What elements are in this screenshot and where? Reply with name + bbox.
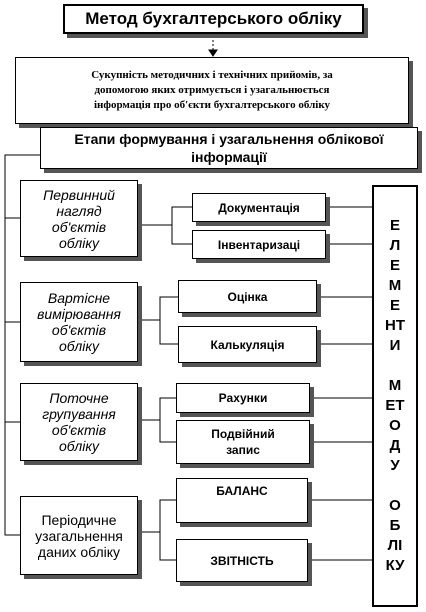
group-2-bracket bbox=[160, 297, 178, 344]
stage-line: нагляд bbox=[56, 202, 102, 219]
element-label: Документація bbox=[218, 200, 300, 215]
element-label: Оцінка bbox=[227, 289, 268, 304]
method-description bbox=[15, 57, 409, 124]
stage-line: даних обліку bbox=[37, 543, 121, 560]
stage-line: обліку bbox=[59, 338, 99, 354]
element-label: Інвентаризаці bbox=[217, 237, 301, 252]
stage-line: обліку bbox=[59, 438, 99, 454]
elements-word-2: МЕТОДУ bbox=[385, 377, 405, 474]
stage-line: вимірювання bbox=[37, 306, 121, 322]
element-double-entry bbox=[176, 420, 310, 464]
element-reporting bbox=[176, 539, 308, 582]
stage-line: об'єктів bbox=[51, 218, 107, 235]
diagram-title-text: Метод бухгалтерського обліку bbox=[85, 9, 342, 28]
description-line-1: Сукупність методичних і технічних прийомів, за bbox=[91, 69, 333, 81]
stage-label bbox=[35, 512, 123, 560]
stage-primary-observation bbox=[20, 180, 138, 257]
stages-heading bbox=[40, 127, 418, 169]
element-valuation bbox=[178, 280, 317, 313]
element-balance bbox=[176, 478, 308, 523]
group-1-bracket bbox=[172, 207, 192, 244]
element-costing bbox=[178, 326, 317, 363]
stage-label bbox=[42, 390, 116, 454]
stages-line-2: інформації bbox=[191, 149, 267, 165]
stage-line: об'єктів bbox=[51, 322, 107, 338]
arrow-down-icon bbox=[209, 50, 217, 56]
diagram-title bbox=[63, 4, 364, 34]
method-elements-label bbox=[385, 216, 405, 576]
stage-label bbox=[37, 290, 121, 354]
stage-line: обліку bbox=[59, 234, 99, 251]
element-label: Рахунки bbox=[218, 391, 268, 405]
stage-line: узагальнення bbox=[35, 527, 123, 544]
stage-line: Поточне bbox=[49, 390, 109, 406]
element-label: БАЛАНС bbox=[216, 484, 268, 498]
element-label: Калькуляція bbox=[210, 337, 285, 352]
description-line-3: інформація про об'єкти бухгалтерського обліку bbox=[93, 99, 331, 111]
method-description-text bbox=[91, 68, 333, 113]
stage-line: Вартісне bbox=[47, 290, 111, 306]
elements-word-1: ЕЛЕМЕНТИ bbox=[385, 217, 405, 354]
stage-label bbox=[43, 187, 115, 251]
description-line-2: допомогою яких отримується і узагальнюється bbox=[94, 84, 330, 96]
element-line: запис bbox=[226, 443, 260, 457]
group-3-bracket bbox=[160, 398, 176, 442]
elements-word-3: ОБЛІКУ bbox=[385, 497, 405, 574]
element-documentation bbox=[192, 193, 326, 222]
stage-line: об'єктів bbox=[51, 422, 107, 438]
method-elements-column bbox=[372, 185, 418, 607]
stages-line-1: Етапи формування і узагальнення облікової bbox=[74, 131, 384, 147]
element-inventory bbox=[192, 230, 326, 259]
stage-line: Періодичне bbox=[41, 511, 117, 528]
stages-heading-text bbox=[74, 130, 383, 166]
stage-line: Первинний bbox=[43, 186, 115, 203]
stage-line: групування bbox=[42, 406, 116, 422]
stage-periodic-summary bbox=[20, 496, 138, 575]
element-label: ЗВІТНІСТЬ bbox=[210, 553, 274, 568]
stage-value-measurement bbox=[20, 282, 138, 362]
stage-current-grouping bbox=[20, 383, 138, 461]
group-4-bracket bbox=[160, 500, 176, 560]
element-accounts bbox=[176, 383, 310, 413]
element-line: Подвійний bbox=[211, 427, 275, 441]
element-label bbox=[211, 426, 275, 458]
